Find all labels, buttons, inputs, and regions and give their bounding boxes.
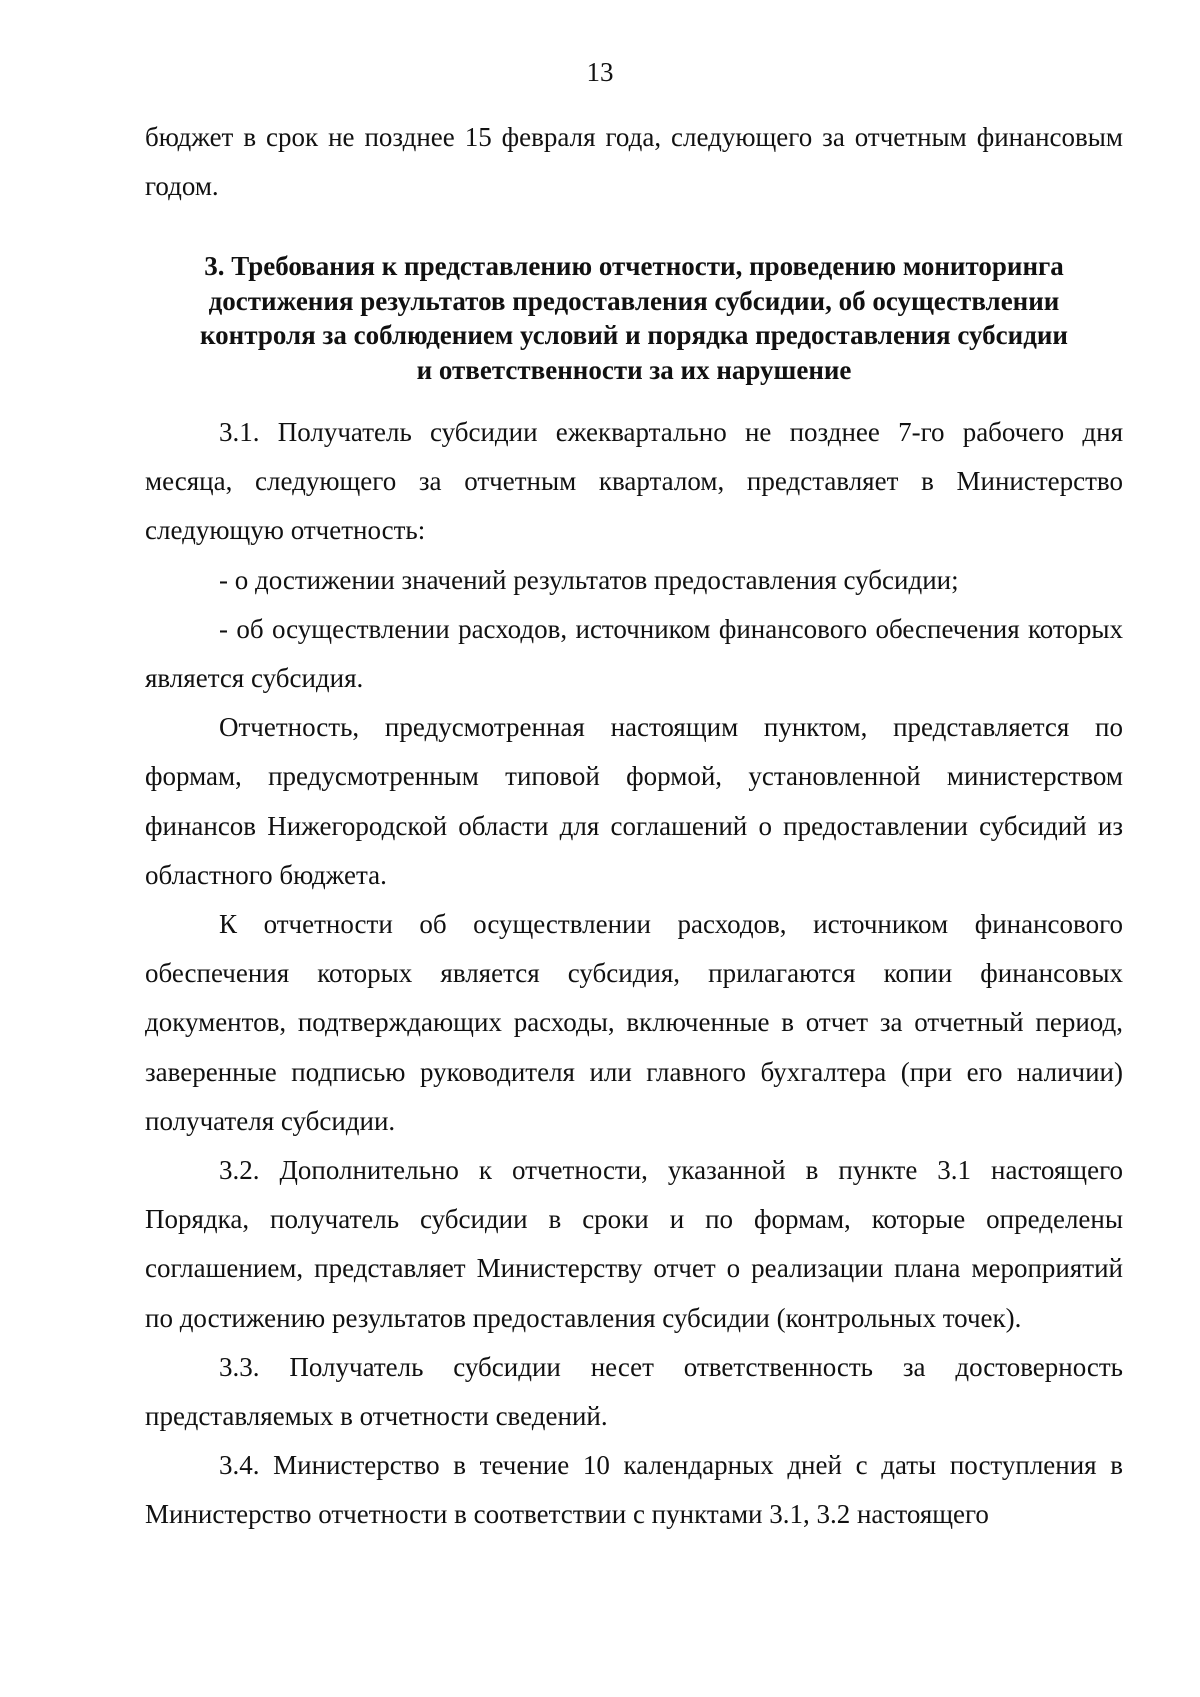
section-heading (145, 249, 1123, 387)
section-heading-line-4: и ответственности за их нарушение (416, 354, 852, 385)
list-item-results: - о достижении значений результатов предоставления субсидии; (219, 564, 959, 595)
section-heading-line-2: достижения результатов предоставления субсидии, об осуществлении (208, 285, 1060, 316)
intro-paragraph: бюджет в срок не позднее 15 февраля года, следующего за отчетным финансовым годом. (145, 122, 1123, 202)
paragraph-3-1: 3.1. Получатель субсидии ежеквартально не позднее 7-го рабочего дня месяца, следующего за отчетным кварталом, представляет в Министерство следующую отчетность: (145, 417, 1123, 546)
intro-paragraph-block (145, 113, 1123, 211)
paragraph-report-forms: Отчетность, предусмотренная настоящим пунктом, представляется по формам, предусмотренным типовой формой, установленной министерством финансов Нижегородской области для соглашений о предоставлении субсидий из областного бюджета. (145, 712, 1123, 890)
list-item-expenses: - об осуществлении расходов, источником финансового обеспечения которых является субсидия. (145, 613, 1123, 694)
paragraph-report-attachments: К отчетности об осуществлении расходов, источником финансового обеспечения которых является субсидия, прилагаются копии финансовых документов, подтверждающих расходы, включенные в отчет за отчетный период, заверенные подписью руководителя или главного бухгалтера (при его наличии) получателя субсидии. (145, 909, 1123, 1136)
section-heading-line-1: 3. Требования к представлению отчетности, проведению мониторинга (204, 251, 1064, 281)
section-heading-line-3: контроля за соблюдением условий и порядка предоставления субсидии (199, 320, 1068, 350)
paragraph-3-2: 3.2. Дополнительно к отчетности, указанной в пункте 3.1 настоящего Порядка, получатель субсидии в сроки и по формам, которые определены соглашением, представляет Министерству отчет о реализации плана мероприятий по достижению результатов предоставления субсидии (контрольных точек). (145, 1155, 1123, 1333)
paragraph-3-3: 3.3. Получатель субсидии несет ответственность за достоверность представляемых в отчетности сведений. (145, 1351, 1123, 1432)
page-number: 13 (586, 57, 614, 87)
section-body (145, 408, 1123, 1540)
paragraph-3-4: 3.4. Министерство в течение 10 календарных дней с даты поступления в Министерство отчетности в соответствии с пунктами 3.1, 3.2 настоящего (145, 1450, 1123, 1530)
